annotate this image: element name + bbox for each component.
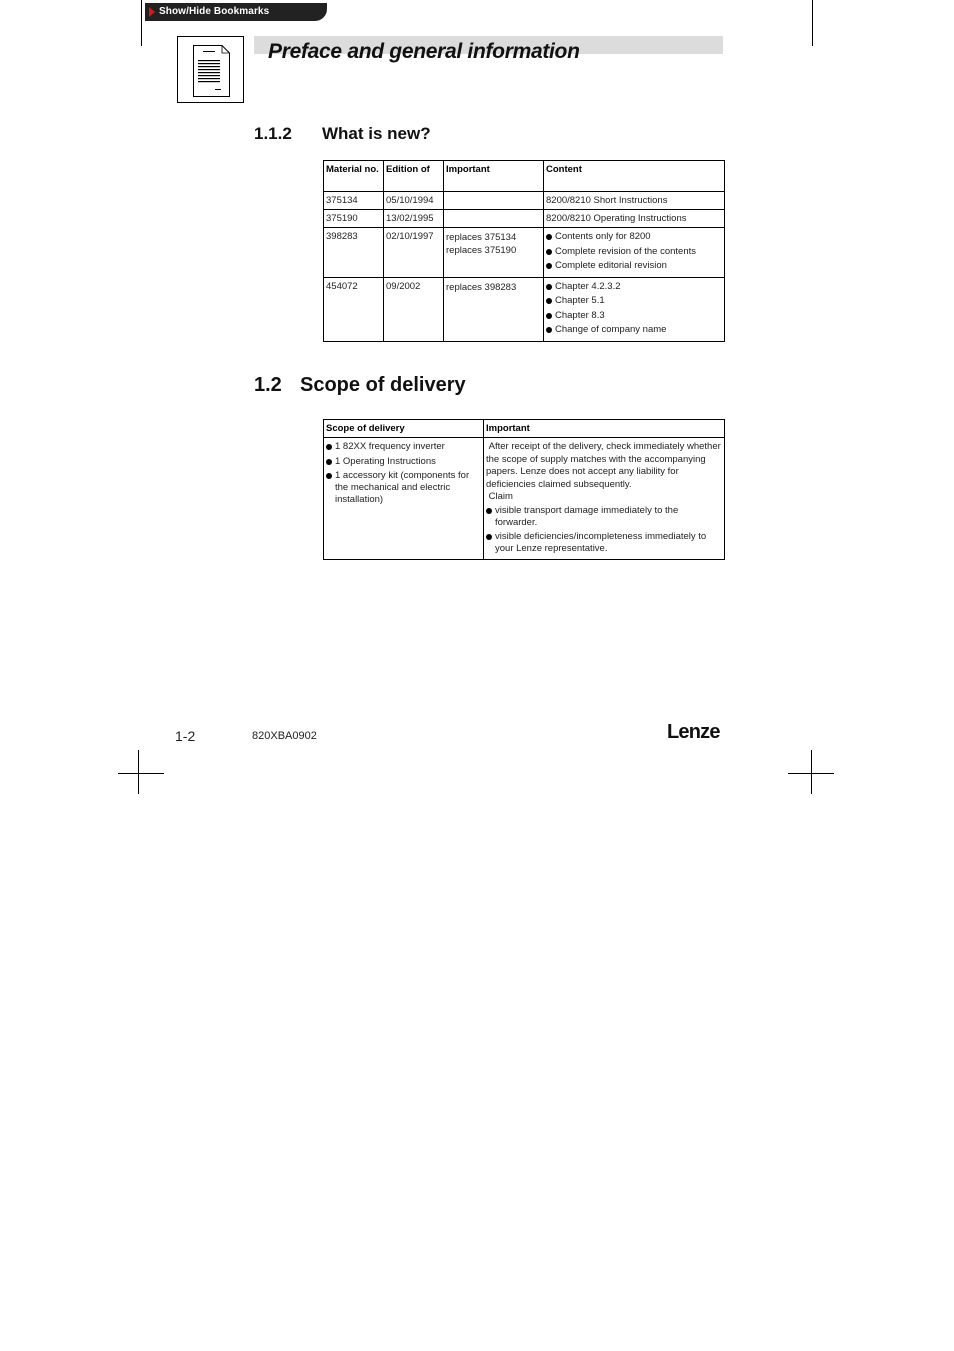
scope-cell bbox=[324, 438, 484, 560]
claim-item: visible transport damage immediately to the forwarder. bbox=[486, 505, 722, 529]
edition-cell: 09/2002 bbox=[384, 277, 444, 341]
section-number: 1.1.2 bbox=[254, 124, 292, 143]
crop-mark bbox=[118, 773, 164, 774]
crop-mark bbox=[138, 750, 139, 794]
table-row bbox=[324, 228, 725, 278]
content-bullet: Complete editorial revision bbox=[546, 260, 722, 272]
scope-item: 1 82XX frequency inverter bbox=[326, 441, 481, 453]
content-bullet: Chapter 4.2.3.2 bbox=[546, 281, 722, 293]
section-title: What is new? bbox=[322, 124, 431, 143]
arrow-right-icon bbox=[149, 7, 155, 17]
crop-mark bbox=[812, 0, 813, 46]
edition-cell: 13/02/1995 bbox=[384, 210, 444, 228]
page-number: 1-2 bbox=[175, 728, 196, 744]
important-cell bbox=[484, 438, 725, 560]
chapter-title: Preface and general information bbox=[268, 40, 580, 63]
table-row bbox=[324, 277, 725, 341]
section-heading-scope-of-delivery bbox=[254, 374, 466, 397]
column-header: Edition of bbox=[384, 161, 444, 192]
document-number: 820XBA0902 bbox=[252, 730, 317, 742]
important-cell bbox=[444, 192, 544, 210]
content-bullet: Complete revision of the contents bbox=[546, 246, 722, 258]
important-cell bbox=[444, 277, 544, 341]
crop-mark bbox=[811, 750, 812, 794]
what-is-new-table bbox=[323, 160, 725, 342]
scope-item: 1 Operating Instructions bbox=[326, 456, 481, 468]
content-cell: 8200/8210 Operating Instructions bbox=[544, 210, 725, 228]
content-cell bbox=[544, 277, 725, 341]
section-heading-what-is-new bbox=[254, 124, 431, 144]
content-cell bbox=[544, 228, 725, 278]
content-bullet: Chapter 8.3 bbox=[546, 310, 722, 322]
column-header: Important bbox=[484, 420, 725, 438]
column-header: Material no. bbox=[324, 161, 384, 192]
claim-item: visible deficiencies/incompleteness immediately to your Lenze representative. bbox=[486, 531, 722, 555]
claim-label: Claim bbox=[486, 491, 513, 502]
document-icon-box bbox=[177, 36, 244, 103]
column-header: Scope of delivery bbox=[324, 420, 484, 438]
crop-mark bbox=[141, 0, 142, 46]
section-title: Scope of delivery bbox=[300, 374, 466, 396]
material-cell: 375190 bbox=[324, 210, 384, 228]
important-line: replaces 375190 bbox=[446, 245, 517, 256]
column-header: Content bbox=[544, 161, 725, 192]
edition-cell: 02/10/1997 bbox=[384, 228, 444, 278]
table-row bbox=[324, 192, 725, 210]
material-cell: 398283 bbox=[324, 228, 384, 278]
scope-item: 1 accessory kit (components for the mechanical and electric installation) bbox=[326, 470, 481, 506]
important-line: replaces 398283 bbox=[446, 281, 517, 293]
column-header: Important bbox=[444, 161, 544, 192]
content-bullet: Contents only for 8200 bbox=[546, 231, 722, 243]
important-cell bbox=[444, 228, 544, 278]
lenze-logo: Lenze bbox=[667, 721, 720, 743]
content-cell: 8200/8210 Short Instructions bbox=[544, 192, 725, 210]
document-icon bbox=[193, 45, 230, 97]
bookmarks-label: Show/Hide Bookmarks bbox=[159, 6, 270, 17]
table-row bbox=[324, 210, 725, 228]
content-bullet: Change of company name bbox=[546, 324, 722, 336]
scope-of-delivery-table bbox=[323, 419, 725, 560]
important-cell bbox=[444, 210, 544, 228]
material-cell: 375134 bbox=[324, 192, 384, 210]
important-line: replaces 375134 bbox=[446, 232, 517, 243]
table-row bbox=[324, 438, 725, 560]
important-text: After receipt of the delivery, check immediately whether the scope of supply matches with the accompanying papers. Lenze does not accept any liability for deficiencies claimed subsequently. bbox=[486, 441, 724, 490]
show-hide-bookmarks-button[interactable] bbox=[145, 3, 327, 21]
material-cell: 454072 bbox=[324, 277, 384, 341]
edition-cell: 05/10/1994 bbox=[384, 192, 444, 210]
content-bullet: Chapter 5.1 bbox=[546, 295, 722, 307]
table-header-row bbox=[324, 420, 725, 438]
table-header-row bbox=[324, 161, 725, 192]
section-number: 1.2 bbox=[254, 374, 282, 396]
